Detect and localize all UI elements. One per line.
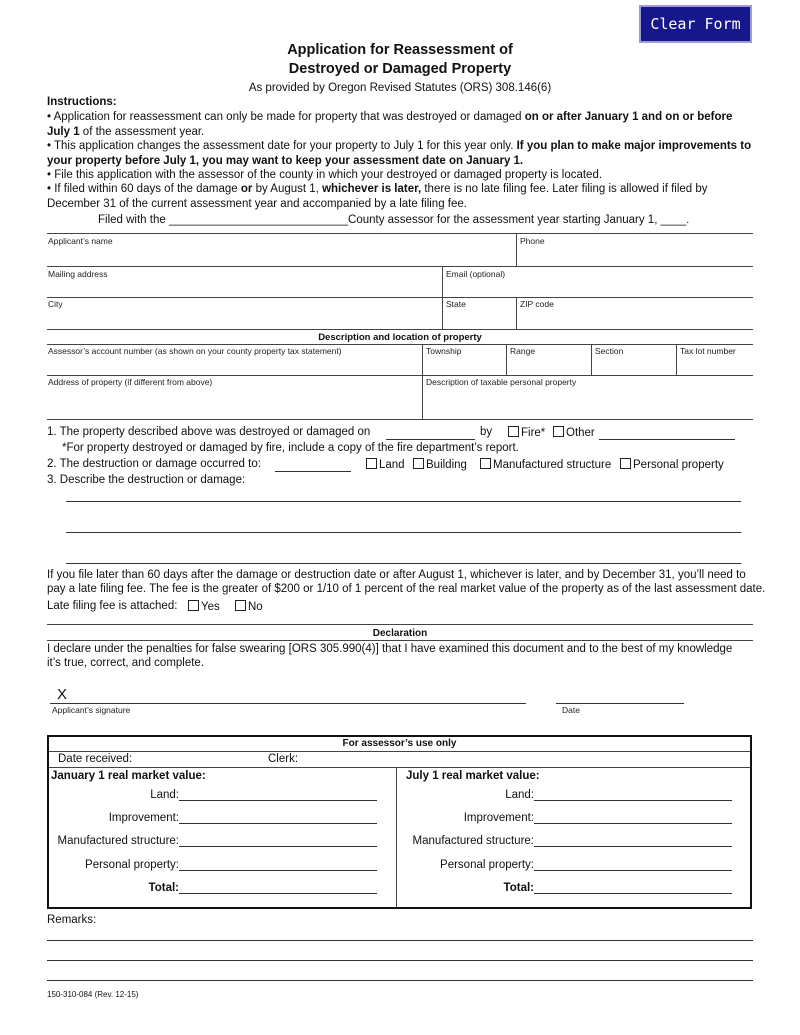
late-fee-attached-label: Late filing fee is attached: bbox=[47, 600, 178, 612]
remarks-label: Remarks: bbox=[47, 914, 97, 926]
jan-improvement-input[interactable] bbox=[179, 823, 377, 824]
jan-improvement-label: Improvement: bbox=[108, 812, 179, 824]
manufactured-option[interactable] bbox=[480, 458, 611, 471]
form-title-line2: Destroyed or Damaged Property bbox=[288, 61, 512, 77]
personal-checkbox[interactable] bbox=[620, 458, 631, 469]
jan-personal-input[interactable] bbox=[179, 870, 377, 871]
building-label: Building bbox=[426, 459, 467, 471]
instruction-2-bold: If you plan to make major improvements to your property before July 1, you may want to keep your assessment date on January 1. bbox=[47, 140, 752, 167]
jan-manufactured-label: Manufactured structure: bbox=[57, 835, 179, 847]
land-option[interactable] bbox=[366, 458, 405, 471]
question-2: 2. The destruction or damage occurred to: bbox=[47, 458, 261, 470]
question-1: 1. The property described above was destroyed or damaged on bbox=[47, 426, 371, 438]
instruction-2-text: • This application changes the assessment date for your property to July 1 for this year only. bbox=[47, 140, 517, 152]
instruction-4-mid: by August 1, bbox=[252, 183, 323, 195]
description-heading: Description and location of property bbox=[318, 332, 482, 343]
account-number-label: Assessor’s account number (as shown on your county property tax statement) bbox=[48, 346, 342, 356]
zip-label: ZIP code bbox=[520, 299, 554, 309]
clerk-label: Clerk: bbox=[268, 753, 299, 765]
jan-total-input[interactable] bbox=[179, 893, 377, 894]
late-fee-para-1: If you file later than 60 days after the damage or destruction date or after August 1, whichever is later, and by December 31, you’ll need to bbox=[47, 569, 746, 581]
filed-with-line[interactable]: Filed with the ____________________________County assessor for the assessment year starting January 1, ____. bbox=[98, 214, 690, 226]
assessor-heading: For assessor’s use only bbox=[342, 738, 457, 749]
jul-land-label: Land: bbox=[505, 789, 534, 801]
instruction-4-text: • If filed within 60 days of the damage bbox=[47, 183, 241, 195]
jul-manufactured-label: Manufactured structure: bbox=[412, 835, 534, 847]
jan-manufactured-input[interactable] bbox=[179, 846, 377, 847]
township-input[interactable] bbox=[426, 357, 504, 374]
jul-manufactured-input[interactable] bbox=[534, 846, 732, 847]
account-number-input[interactable] bbox=[48, 357, 420, 374]
instruction-1-bold: on or after January 1 and on or before July 1 bbox=[47, 111, 733, 138]
other-option[interactable] bbox=[553, 426, 595, 439]
date-input[interactable] bbox=[556, 703, 684, 704]
city-label: City bbox=[48, 299, 63, 309]
tax-lot-input[interactable] bbox=[680, 357, 752, 374]
declaration-line-2: it’s true, correct, and complete. bbox=[47, 657, 205, 669]
range-label: Range bbox=[510, 346, 536, 356]
occurred-input[interactable] bbox=[275, 471, 351, 472]
instruction-3: • File this application with the assessor of the county in which your destroyed or damaged property is located. bbox=[47, 169, 603, 181]
date-received-label: Date received: bbox=[58, 753, 133, 765]
building-option[interactable] bbox=[413, 458, 467, 471]
property-address-label: Address of property (if different from above) bbox=[48, 377, 213, 387]
jul-personal-label: Personal property: bbox=[440, 859, 534, 871]
jul-improvement-label: Improvement: bbox=[463, 812, 534, 824]
phone-label: Phone bbox=[520, 236, 545, 246]
mailing-address-label: Mailing address bbox=[48, 269, 108, 279]
phone-input[interactable] bbox=[520, 247, 752, 265]
manufactured-checkbox[interactable] bbox=[480, 458, 491, 469]
manufactured-label: Manufactured structure bbox=[493, 459, 612, 471]
declaration-line-1: I declare under the penalties for false swearing [ORS 305.990(4)] that I have examined this document and to the best of my knowledge bbox=[47, 643, 733, 655]
applicant-name-input[interactable] bbox=[48, 247, 514, 265]
clear-form-button[interactable]: Clear Form bbox=[639, 5, 752, 43]
other-label: Other bbox=[566, 427, 595, 439]
form-subtitle: As provided by Oregon Revised Statutes (ORS) 308.146(6) bbox=[248, 82, 552, 94]
instruction-4-end: there is no late filing fee. Later filing is allowed if filed by December 31 of the current assessment year and accompanied by a late filing fee. bbox=[47, 183, 708, 210]
instruction-1 bbox=[47, 110, 757, 139]
jan-land-label: Land: bbox=[150, 789, 179, 801]
jul-total-input[interactable] bbox=[534, 893, 732, 894]
state-label: State bbox=[446, 299, 466, 309]
land-checkbox[interactable] bbox=[366, 458, 377, 469]
personal-property-desc-input[interactable] bbox=[426, 389, 752, 418]
late-fee-para-2: pay a late filing fee. The fee is the greater of $200 or 1/10 of 1 percent of the real market value of the property as of the last assessment date. bbox=[47, 583, 766, 595]
fire-option[interactable] bbox=[508, 426, 545, 439]
personal-property-desc-label: Description of taxable personal property bbox=[426, 377, 577, 387]
damage-date-input[interactable] bbox=[386, 439, 475, 440]
instruction-1-text: • Application for reassessment can only be made for property that was destroyed or damaged bbox=[47, 111, 525, 123]
jul-improvement-input[interactable] bbox=[534, 823, 732, 824]
other-checkbox[interactable] bbox=[553, 426, 564, 437]
city-input[interactable] bbox=[48, 310, 440, 327]
describe-line-3[interactable] bbox=[66, 563, 741, 564]
email-input[interactable] bbox=[446, 280, 752, 296]
late-fee-no-option[interactable] bbox=[235, 600, 263, 613]
jan-rmv-heading: January 1 real market value: bbox=[51, 770, 206, 782]
signature-label: Applicant’s signature bbox=[52, 705, 131, 715]
mailing-address-input[interactable] bbox=[48, 280, 440, 296]
jan-land-input[interactable] bbox=[179, 800, 377, 801]
fire-note: *For property destroyed or damaged by fire, include a copy of the fire department’s report. bbox=[62, 442, 519, 454]
zip-input[interactable] bbox=[520, 310, 752, 327]
question-3: 3. Describe the destruction or damage: bbox=[47, 474, 246, 486]
instruction-4-bold-later: whichever is later, bbox=[322, 183, 422, 195]
form-number: 150-310-084 (Rev. 12-15) bbox=[47, 990, 139, 999]
jul-total-label: Total: bbox=[503, 882, 534, 894]
land-label: Land bbox=[379, 459, 405, 471]
date-label: Date bbox=[562, 705, 580, 715]
other-cause-input[interactable] bbox=[599, 439, 735, 440]
late-fee-yes-label: Yes bbox=[201, 601, 220, 613]
range-input[interactable] bbox=[510, 357, 589, 374]
instruction-4-bold-or: or bbox=[240, 183, 253, 195]
remarks-line-1[interactable] bbox=[47, 940, 753, 941]
jul-land-input[interactable] bbox=[534, 800, 732, 801]
tax-lot-label: Tax lot number bbox=[680, 346, 736, 356]
signature-input[interactable] bbox=[50, 703, 526, 704]
question-1-by: by bbox=[480, 426, 493, 438]
jul-rmv-heading: July 1 real market value: bbox=[406, 770, 540, 782]
email-label: Email (optional) bbox=[446, 269, 506, 279]
fire-label: Fire* bbox=[521, 427, 546, 439]
building-checkbox[interactable] bbox=[413, 458, 424, 469]
instruction-2 bbox=[47, 139, 757, 168]
form-title-line1: Application for Reassessment of bbox=[287, 42, 513, 58]
section-input[interactable] bbox=[595, 357, 674, 374]
section-label: Section bbox=[595, 346, 624, 356]
describe-line-2[interactable] bbox=[66, 532, 741, 533]
late-fee-no-checkbox[interactable] bbox=[235, 600, 246, 611]
fire-checkbox[interactable] bbox=[508, 426, 519, 437]
signature-x: X bbox=[57, 686, 68, 703]
applicant-name-label: Applicant’s name bbox=[48, 236, 113, 246]
state-input[interactable] bbox=[446, 310, 514, 327]
describe-line-1[interactable] bbox=[66, 501, 741, 502]
jul-personal-input[interactable] bbox=[534, 870, 732, 871]
late-fee-yes-checkbox[interactable] bbox=[188, 600, 199, 611]
township-label: Township bbox=[426, 346, 462, 356]
late-fee-no-label: No bbox=[248, 601, 263, 613]
declaration-heading: Declaration bbox=[372, 628, 428, 639]
jan-total-label: Total: bbox=[148, 882, 179, 894]
instruction-1-end: of the assessment year. bbox=[79, 125, 205, 138]
personal-option[interactable] bbox=[620, 458, 724, 471]
personal-label: Personal property bbox=[633, 459, 724, 471]
remarks-line-2[interactable] bbox=[47, 960, 753, 961]
remarks-line-3[interactable] bbox=[47, 980, 753, 981]
instructions-heading: Instructions: bbox=[47, 96, 117, 108]
late-fee-yes-option[interactable] bbox=[188, 600, 220, 613]
property-address-input[interactable] bbox=[48, 389, 420, 418]
jan-personal-label: Personal property: bbox=[85, 859, 179, 871]
instruction-4 bbox=[47, 182, 757, 211]
